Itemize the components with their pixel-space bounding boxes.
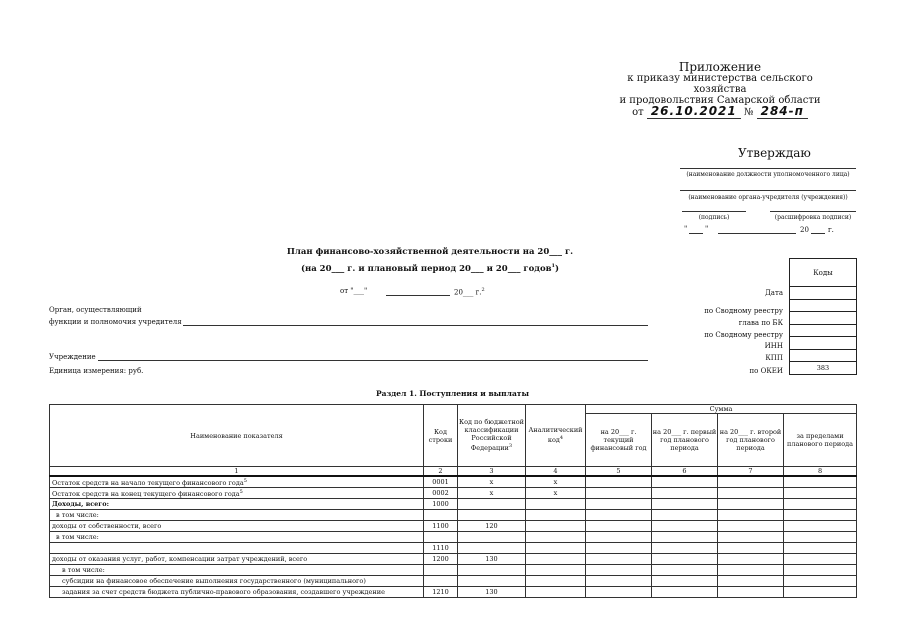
organ-field-line[interactable] [183, 325, 648, 326]
row-sum-cell[interactable] [652, 587, 718, 598]
appendix-date-line [600, 106, 840, 118]
row-kbk: x [458, 488, 526, 499]
code-label-kpp: КПП [765, 354, 783, 362]
row-sum-cell[interactable] [718, 532, 784, 543]
code-kpp-cell[interactable] [790, 349, 857, 362]
row-anal [526, 499, 586, 510]
row-kbk [458, 576, 526, 587]
appendix-block [600, 62, 840, 118]
row-sum-cell[interactable] [718, 565, 784, 576]
code-registry2-cell[interactable] [790, 324, 857, 337]
name-caption: (расшифровка подписи) [774, 214, 852, 221]
row-anal [526, 521, 586, 532]
code-label-bk: глава по БК [738, 319, 783, 327]
header-analytic-code: Аналитический код$^4$ [526, 405, 586, 467]
appendix-date-prefix: от [632, 107, 644, 118]
row-sum-cell[interactable] [718, 510, 784, 521]
table-row [50, 565, 857, 576]
table-row [50, 543, 857, 554]
header-year1: на 20___ г. текущий финансовый год [586, 414, 652, 467]
row-code: 1210 [424, 587, 458, 598]
table-row [50, 521, 857, 532]
header-sum: Сумма [586, 405, 857, 414]
row-sum-cell[interactable] [652, 532, 718, 543]
row-sum-cell[interactable] [718, 488, 784, 499]
plan-title-line2: (на 20___ г. и плановый период 20___ и 20___ годов$^1$) [300, 263, 560, 274]
col-number: 1 [50, 467, 424, 477]
col-number: 8 [784, 467, 857, 477]
sign-line [682, 211, 746, 212]
appendix-date-handwritten: 26.10.2021 [647, 104, 741, 119]
row-sum-cell[interactable] [718, 499, 784, 510]
row-sum-cell[interactable] [586, 565, 652, 576]
row-name: Остаток средств на конец текущего финансового года$^5$ [50, 488, 424, 499]
row-code: 1110 [424, 543, 458, 554]
row-sum-cell[interactable] [586, 476, 652, 488]
col-number: 3 [458, 467, 526, 477]
approve-line-1 [680, 168, 856, 169]
approve-year: 20 [800, 226, 809, 234]
row-sum-cell[interactable] [652, 499, 718, 510]
appendix-title: Приложение [678, 60, 762, 74]
row-sum-cell[interactable] [718, 576, 784, 587]
header-beyond: за пределами планового периода [784, 414, 857, 467]
institution-field-line[interactable] [98, 360, 648, 361]
codes-header: Коды [790, 259, 857, 287]
approve-date-q1: " [684, 225, 688, 233]
row-name: доходы от собственности, всего [50, 521, 424, 532]
row-sum-cell[interactable] [652, 510, 718, 521]
row-anal: x [526, 488, 586, 499]
approve-month-line [718, 233, 796, 234]
row-kbk: 120 [458, 521, 526, 532]
row-sum-cell[interactable] [784, 488, 857, 499]
institution-label: Учреждение [49, 353, 96, 361]
row-anal [526, 543, 586, 554]
row-sum-cell[interactable] [784, 554, 857, 565]
organ-label-2: функции и полномочия учредителя [49, 318, 182, 326]
approve-caption-2: (наименование органа-учредителя (учреждения)) [688, 194, 848, 201]
row-code [424, 532, 458, 543]
row-code [424, 510, 458, 521]
row-anal [526, 576, 586, 587]
row-name: Остаток средств на начало текущего финансового года$^5$ [50, 476, 424, 488]
table-row [50, 576, 857, 587]
code-bk-cell[interactable] [790, 312, 857, 325]
row-sum-cell[interactable] [784, 499, 857, 510]
table-row [50, 554, 857, 565]
row-sum-cell[interactable] [784, 521, 857, 532]
row-sum-cell[interactable] [652, 488, 718, 499]
header-year2: на 20___ г. первый год планового периода [652, 414, 718, 467]
code-label-registry: по Сводному реестру [704, 307, 783, 315]
row-sum-cell[interactable] [718, 476, 784, 488]
row-anal [526, 532, 586, 543]
col-number: 6 [652, 467, 718, 477]
header-year3: на 20___ г. второй год планового периода [718, 414, 784, 467]
row-sum-cell[interactable] [718, 543, 784, 554]
sign-caption: (подпись) [698, 214, 730, 221]
table-body [50, 476, 857, 598]
header-budget-code: Код по бюджетной классификации Российской Федерации$^3$ [458, 405, 526, 467]
row-name: задания за счет средств бюджета публично-правового образования, создавшего учреждение [50, 587, 424, 598]
row-anal: x [526, 476, 586, 488]
row-anal [526, 510, 586, 521]
row-sum-cell[interactable] [718, 554, 784, 565]
row-code: 0001 [424, 476, 458, 488]
row-sum-cell[interactable] [652, 554, 718, 565]
row-code: 1100 [424, 521, 458, 532]
row-name: в том числе: [50, 532, 424, 543]
table-row [50, 587, 857, 598]
appendix-line2: и продовольствия Самарской области [619, 95, 821, 106]
row-kbk [458, 543, 526, 554]
code-registry-cell[interactable] [790, 299, 857, 312]
row-sum-cell[interactable] [586, 543, 652, 554]
row-kbk: x [458, 476, 526, 488]
codes-table [789, 258, 857, 375]
row-name: в том числе: [50, 510, 424, 521]
row-kbk [458, 532, 526, 543]
plan-month-line [386, 295, 450, 296]
table-row [50, 532, 857, 543]
row-kbk [458, 510, 526, 521]
row-sum-cell[interactable] [652, 576, 718, 587]
name-line [770, 211, 856, 212]
row-sum-cell[interactable] [586, 532, 652, 543]
approve-title: Утверждаю [738, 146, 811, 160]
row-sum-cell[interactable] [586, 510, 652, 521]
appendix-line1: к приказу министерства сельского хозяйства [627, 73, 813, 95]
row-sum-cell[interactable] [652, 476, 718, 488]
row-name [50, 543, 424, 554]
col-number: 4 [526, 467, 586, 477]
row-code: 1200 [424, 554, 458, 565]
row-code: 1000 [424, 499, 458, 510]
header-name: Наименование показателя [50, 405, 424, 467]
section-title: Раздел 1. Поступления и выплаты [376, 389, 529, 398]
approve-caption-1: (наименование должности уполномоченного лица) [686, 171, 850, 178]
receipts-payments-table [49, 404, 857, 598]
row-kbk: 130 [458, 587, 526, 598]
approve-day-line [689, 233, 703, 234]
row-sum-cell[interactable] [652, 543, 718, 554]
row-anal [526, 587, 586, 598]
row-name: в том числе: [50, 565, 424, 576]
row-sum-cell[interactable] [586, 587, 652, 598]
row-code: 0002 [424, 488, 458, 499]
code-date-cell[interactable] [790, 287, 857, 300]
row-sum-cell[interactable] [784, 587, 857, 598]
row-name: доходы от оказания услуг, работ, компенсации затрат учреждений, всего [50, 554, 424, 565]
approve-line-2 [680, 190, 856, 191]
row-sum-cell[interactable] [586, 488, 652, 499]
row-sum-cell[interactable] [784, 476, 857, 488]
approve-year-line [811, 233, 825, 234]
row-sum-cell[interactable] [718, 521, 784, 532]
plan-title [250, 245, 610, 276]
plan-date-from: от "___" [340, 287, 368, 295]
row-code [424, 576, 458, 587]
unit-label: Единица измерения: руб. [49, 367, 144, 375]
row-sum-cell[interactable] [586, 521, 652, 532]
row-name: субсидии на финансовое обеспечение выполнения государственного (муниципального) [50, 576, 424, 587]
code-inn-cell[interactable] [790, 337, 857, 350]
organ-label-1: Орган, осуществляющий [49, 306, 142, 314]
code-label-inn: ИНН [764, 342, 783, 350]
row-anal [526, 554, 586, 565]
row-sum-cell[interactable] [784, 576, 857, 587]
row-sum-cell[interactable] [784, 543, 857, 554]
col-number: 2 [424, 467, 458, 477]
code-label-registry2: по Сводному реестру [704, 331, 783, 339]
row-kbk [458, 499, 526, 510]
row-sum-cell[interactable] [784, 510, 857, 521]
code-okei-cell: 383 [790, 362, 857, 375]
plan-date-year: 20___ г.$^2$ [454, 287, 485, 297]
row-kbk [458, 565, 526, 576]
code-label-okei: по ОКЕИ [749, 367, 783, 375]
col-number: 7 [718, 467, 784, 477]
row-sum-cell[interactable] [784, 532, 857, 543]
approve-year-suffix: г. [828, 226, 834, 234]
table-row [50, 476, 857, 488]
approve-date-q2: " [705, 225, 709, 233]
row-sum-cell[interactable] [586, 499, 652, 510]
row-sum-cell[interactable] [652, 521, 718, 532]
code-label-date: Дата [765, 289, 783, 297]
row-name: Доходы, всего: [50, 499, 424, 510]
plan-title-line1: План финансово-хозяйственной деятельности на 20___ г. [286, 247, 574, 257]
col-number: 5 [586, 467, 652, 477]
row-sum-cell[interactable] [718, 587, 784, 598]
row-kbk: 130 [458, 554, 526, 565]
appendix-number-handwritten: 284-п [757, 104, 808, 119]
row-code [424, 565, 458, 576]
header-code: Код строки [424, 405, 458, 467]
table-row [50, 510, 857, 521]
row-sum-cell[interactable] [784, 565, 857, 576]
table-row [50, 499, 857, 510]
appendix-number-prefix: № [743, 107, 754, 118]
row-sum-cell[interactable] [652, 565, 718, 576]
row-anal [526, 565, 586, 576]
row-sum-cell[interactable] [586, 576, 652, 587]
table-row [50, 488, 857, 499]
row-sum-cell[interactable] [586, 554, 652, 565]
